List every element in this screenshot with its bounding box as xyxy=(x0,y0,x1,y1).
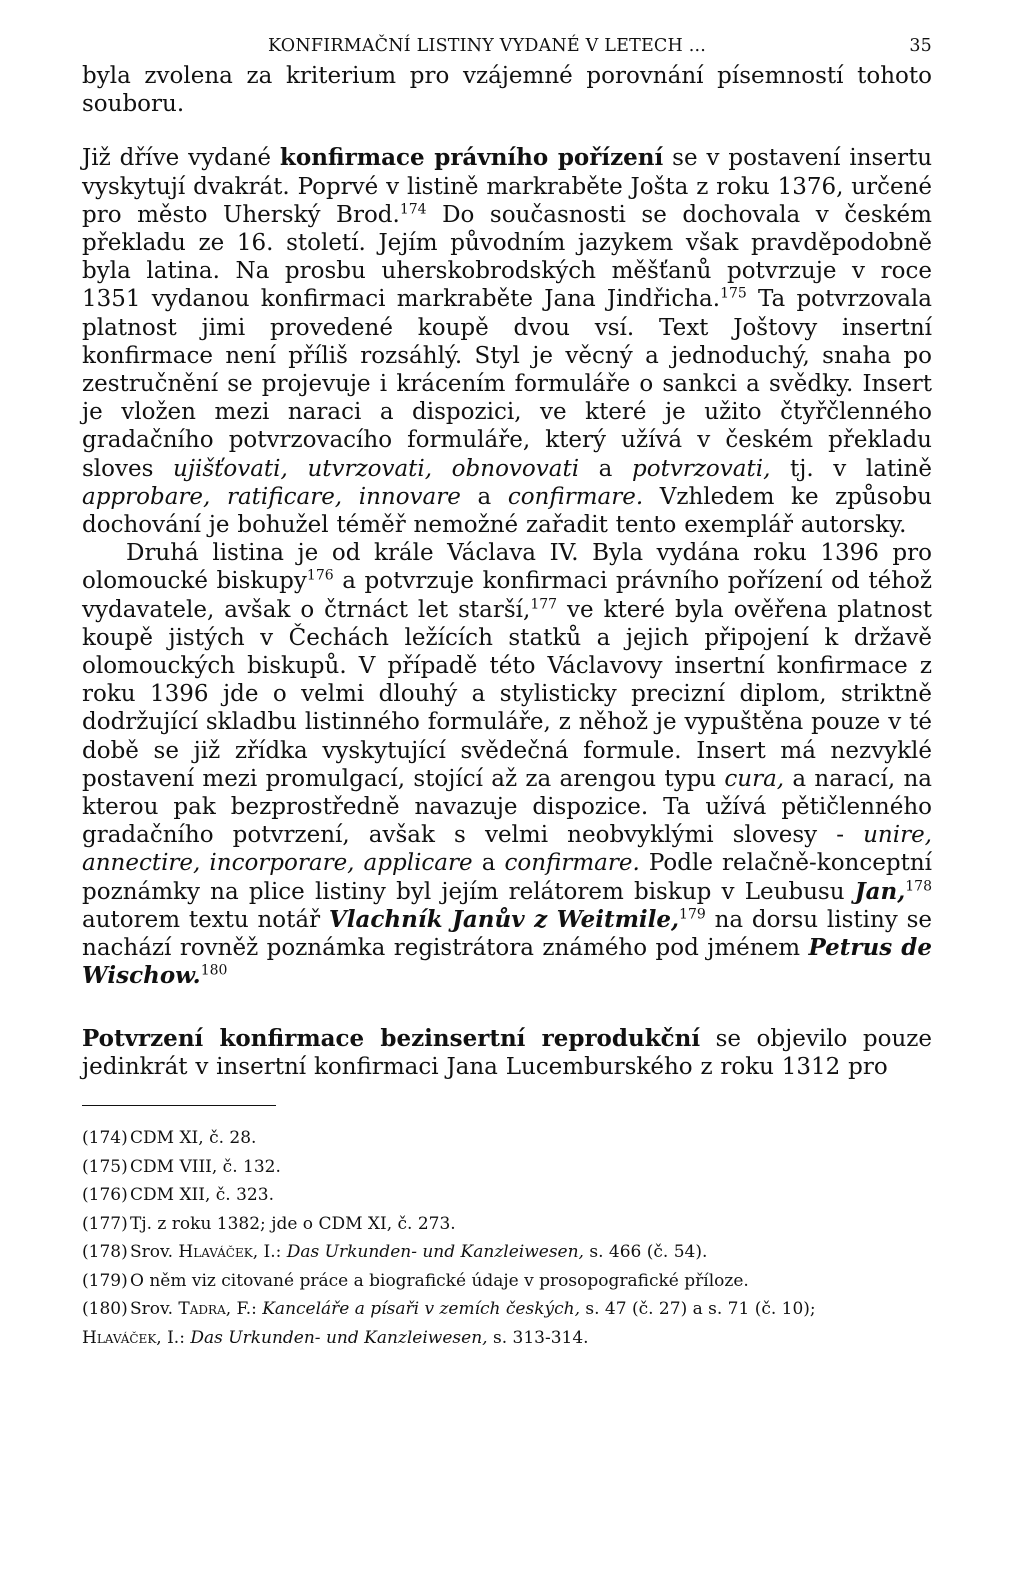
footnote-178 xyxy=(82,1238,932,1267)
italic-term: approbare, ratificare, innovare xyxy=(82,483,461,510)
text-run: Podle relačně-konceptní poznámky na plice listiny byl jejím relátorem biskup v Leubusu xyxy=(82,850,932,905)
footnote-175 xyxy=(82,1153,932,1182)
footnote-ref-175[interactable]: 175 xyxy=(720,285,747,302)
text-run: Ta potvrzovala platnost jimi provedené koupě dvou vsí. Text Joštovy insertní konfirmace není příliš rozsáhlý. Styl je věcný a jednoduchý, snaha po zestručnění se projevuje i krácením formuláře o sankci a svědky. Insert je vložen mezi naraci a dispozici, ve které je užito čtyřčlenného gradačního potvrzovacího formuláře, který užívá v českém překladu sloves xyxy=(82,286,932,482)
work-title: Das Urkunden- und Kanzleiwesen, xyxy=(281,1242,584,1263)
italic-name: Vlachník Janův z Weitmile, xyxy=(328,905,680,933)
footnote-180 xyxy=(82,1295,932,1324)
footnote-number: (175) xyxy=(82,1156,128,1177)
italic-name: Petrus de Wischow. xyxy=(82,934,932,990)
work-title: Das Urkunden- und Kanzleiwesen, xyxy=(184,1328,488,1349)
footnote-text: Tj. z roku 1382; jde o CDM XI, č. 273. xyxy=(130,1213,456,1234)
footnote-number: (180) xyxy=(82,1299,128,1320)
text-run: autorem textu notář xyxy=(82,906,329,933)
author-name: Tadra, F.: xyxy=(178,1299,257,1320)
footnote-ref-174[interactable]: 174 xyxy=(399,201,427,218)
text-run: Srov. xyxy=(130,1299,179,1320)
paragraph-4 xyxy=(82,1025,932,1081)
bold-term: Potvrzení konfirmace bezinsertní reprodukční xyxy=(82,1024,701,1052)
header-title: KONFIRMAČNÍ LISTINY VYDANÉ V LETECH ... xyxy=(268,36,707,56)
footnote-number: (176) xyxy=(82,1185,128,1206)
text-run: s. 47 (č. 27) a s. 71 (č. 10); xyxy=(580,1299,816,1320)
footnote-number: (174) xyxy=(82,1127,128,1148)
text-run: se objevilo pouze jedinkrát v insertní konfirmaci Jana Lucemburského z roku 1312 pro xyxy=(82,1025,933,1080)
italic-term: ujišťovati, utvrzovati, obnovovati xyxy=(173,455,580,482)
footnote-ref-180[interactable]: 180 xyxy=(200,962,228,979)
footnote-174 xyxy=(82,1124,932,1153)
footnote-text xyxy=(130,1238,932,1267)
text-run: Do současnosti se dochovala v českém překladu ze 16. století. Jejím původním jazykem však pravděpodobně byla latina. Na prosbu uherskobrodských měšťanů potvrzuje v roce 1351 vydanou konfirmaci markraběte Jana Jindřicha. xyxy=(82,201,932,313)
text-run: s. 313-314. xyxy=(487,1328,589,1349)
author-name: Hlaváček, I.: xyxy=(178,1242,282,1263)
paragraph-1-text: byla zvolena za kriterium pro vzájemné porovnání písemností tohoto souboru. xyxy=(82,63,932,118)
footnote-text xyxy=(130,1295,932,1324)
paragraph-2 xyxy=(82,144,932,539)
footnote-180-continuation xyxy=(82,1324,932,1353)
footnote-ref-177[interactable]: 177 xyxy=(530,596,558,612)
text-run: Srov. xyxy=(130,1242,179,1263)
italic-term: potvrzovati, xyxy=(632,455,771,482)
footnote-number: (177) xyxy=(82,1213,128,1234)
footnote-number: (179) xyxy=(82,1270,128,1291)
paragraph-3 xyxy=(82,539,932,990)
footnotes xyxy=(82,1124,932,1353)
italic-term: unire, annectire, incorporare, applicare xyxy=(82,822,932,877)
text-run: a xyxy=(472,850,505,877)
footnote-ref-176[interactable]: 176 xyxy=(306,567,334,584)
text-run: na dorsu listiny se nachází rovněž poznámka registrátora známého pod jménem xyxy=(82,906,932,962)
author-name: Hlaváček, I.: xyxy=(82,1328,185,1349)
footnote-179 xyxy=(82,1267,932,1296)
footnote-176 xyxy=(82,1181,932,1210)
italic-term: confirmare. xyxy=(507,483,644,510)
footnote-ref-178[interactable]: 178 xyxy=(905,878,932,895)
footnote-text xyxy=(82,1324,932,1353)
text-run: a xyxy=(460,483,508,510)
italic-term: cura, xyxy=(724,765,785,792)
text-run: s. 466 (č. 54). xyxy=(583,1242,708,1263)
text-run: Vzhledem ke způsobu dochování je bohužel téměř nemožné zařadit tento exemplář autorsky. xyxy=(82,483,932,539)
text-run: a potvrzuje konfirmaci právního pořízení od téhož vydavatele, avšak o čtrnáct let starší, xyxy=(82,568,932,623)
text-run: se v postavení insertu vyskytují dvakrát. Poprvé v listině markraběte Jošta z roku 1376, určené pro město Uherský Brod. xyxy=(82,145,933,228)
footnote-text: O něm viz citované práce a biografické údaje v prosopografické příloze. xyxy=(130,1270,749,1291)
italic-name: Jan, xyxy=(854,877,906,905)
text-run: tj. v latině xyxy=(770,455,932,482)
work-title: Kanceláře a písaři v zemích českých, xyxy=(256,1299,580,1320)
text-run: Již dříve vydané xyxy=(82,145,280,172)
footnote-number: (178) xyxy=(82,1242,128,1263)
text-run: a xyxy=(579,455,632,482)
page-number: 35 xyxy=(909,36,932,56)
running-header xyxy=(82,30,932,62)
footnote-text: CDM VIII, č. 132. xyxy=(130,1156,281,1177)
paragraph-1 xyxy=(82,62,932,118)
footnote-ref-179[interactable]: 179 xyxy=(679,906,706,923)
text-run: ve které byla ověřena platnost koupě jistých v Čechách ležících statků a jejich připojení k državě olomouckých biskupů. V případě této Václavovy insertní konfirmace z roku 1396 jde o velmi dlouhý a stylisticky precizní diplom, striktně dodržující skladbu listinného formuláře, z něhož je vypuštěna pouze v té době se již zřídka vyskytující svědečná formule. Insert má nezvyklé postavení mezi promulgací, stojící až za arengou typu xyxy=(82,596,932,792)
text-run: Druhá listina je od krále Václava IV. Byla vydána roku 1396 pro olomoucké biskupy xyxy=(82,540,932,595)
italic-term: confirmare. xyxy=(504,850,640,877)
footnote-text: CDM XI, č. 28. xyxy=(130,1127,257,1148)
body-text xyxy=(82,62,932,1081)
footnote-177 xyxy=(82,1210,932,1239)
text-run: a narací, na kterou pak bezprostředně navazuje dispozice. Ta užívá pětičlenného gradačního potvrzení, avšak s velmi neobvyklými slovesy - xyxy=(82,765,933,849)
footnote-divider xyxy=(82,1105,276,1106)
footnote-text: CDM XII, č. 323. xyxy=(130,1185,274,1206)
bold-term: konfirmace právního pořízení xyxy=(279,144,664,172)
